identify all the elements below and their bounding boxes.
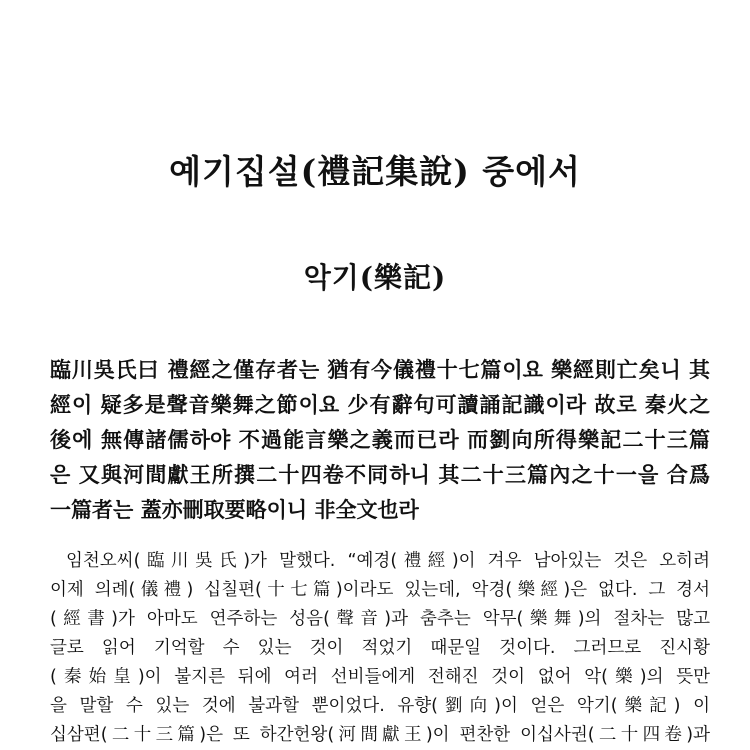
section-title: 악기(樂記) xyxy=(303,261,447,294)
translation-line: (秦始皇)이 불지른 뒤에 여러 선비들에게 전해진 것이 없어 악(樂)의 뜻만 xyxy=(50,667,710,687)
translation-line: 을 말할 수 있는 것에 불과할 뿐이었다. 유향(劉向)이 얻은 악기(樂記) 이 xyxy=(50,696,710,716)
translation-line: 십삼편(二十三篇)은 또 하간헌왕(河間獻王)이 편찬한 이십사권(二十四卷)과 xyxy=(50,725,710,745)
translation-line: 임천오씨(臨川吳氏)가 말했다. “예경(禮經)이 겨우 남아있는 것은 오히려 xyxy=(66,551,710,571)
translation-line: (經書)가 아마도 연주하는 성음(聲音)과 춤추는 악무(樂舞)의 절차는 많고 xyxy=(50,609,710,629)
classical-text-block xyxy=(50,352,710,527)
classical-line: 後에 無傳諸儒하야 不過能言樂之義而已라 而劉向所得樂記二十三篇 xyxy=(50,427,710,452)
translation-line: 글로 읽어 기억할 수 있는 것이 적었기 때문일 것이다. 그러므로 진시황 xyxy=(50,638,710,658)
classical-line: 은 又與河間獻王所撰二十四卷不同하니 其二十三篇內之十一을 合爲 xyxy=(50,462,710,487)
translation-line: 이제 의례(儀禮) 십칠편(十七篇)이라도 있는데, 악경(樂經)은 없다. 그 경서 xyxy=(50,580,710,600)
classical-line: 一篇者는 蓋亦刪取要略이니 非全文也라 xyxy=(50,497,419,522)
classical-line: 臨川吳氏曰 禮經之僅存者는 猶有今儀禮十七篇이요 樂經則亡矣니 其 xyxy=(50,357,710,382)
page-title: 예기집설(禮記集說) 중에서 xyxy=(169,152,581,191)
classical-line: 經이 疑多是聲音樂舞之節이요 少有辭句可讀誦記識이라 故로 秦火之 xyxy=(50,392,710,417)
translation-text-block xyxy=(50,547,710,750)
